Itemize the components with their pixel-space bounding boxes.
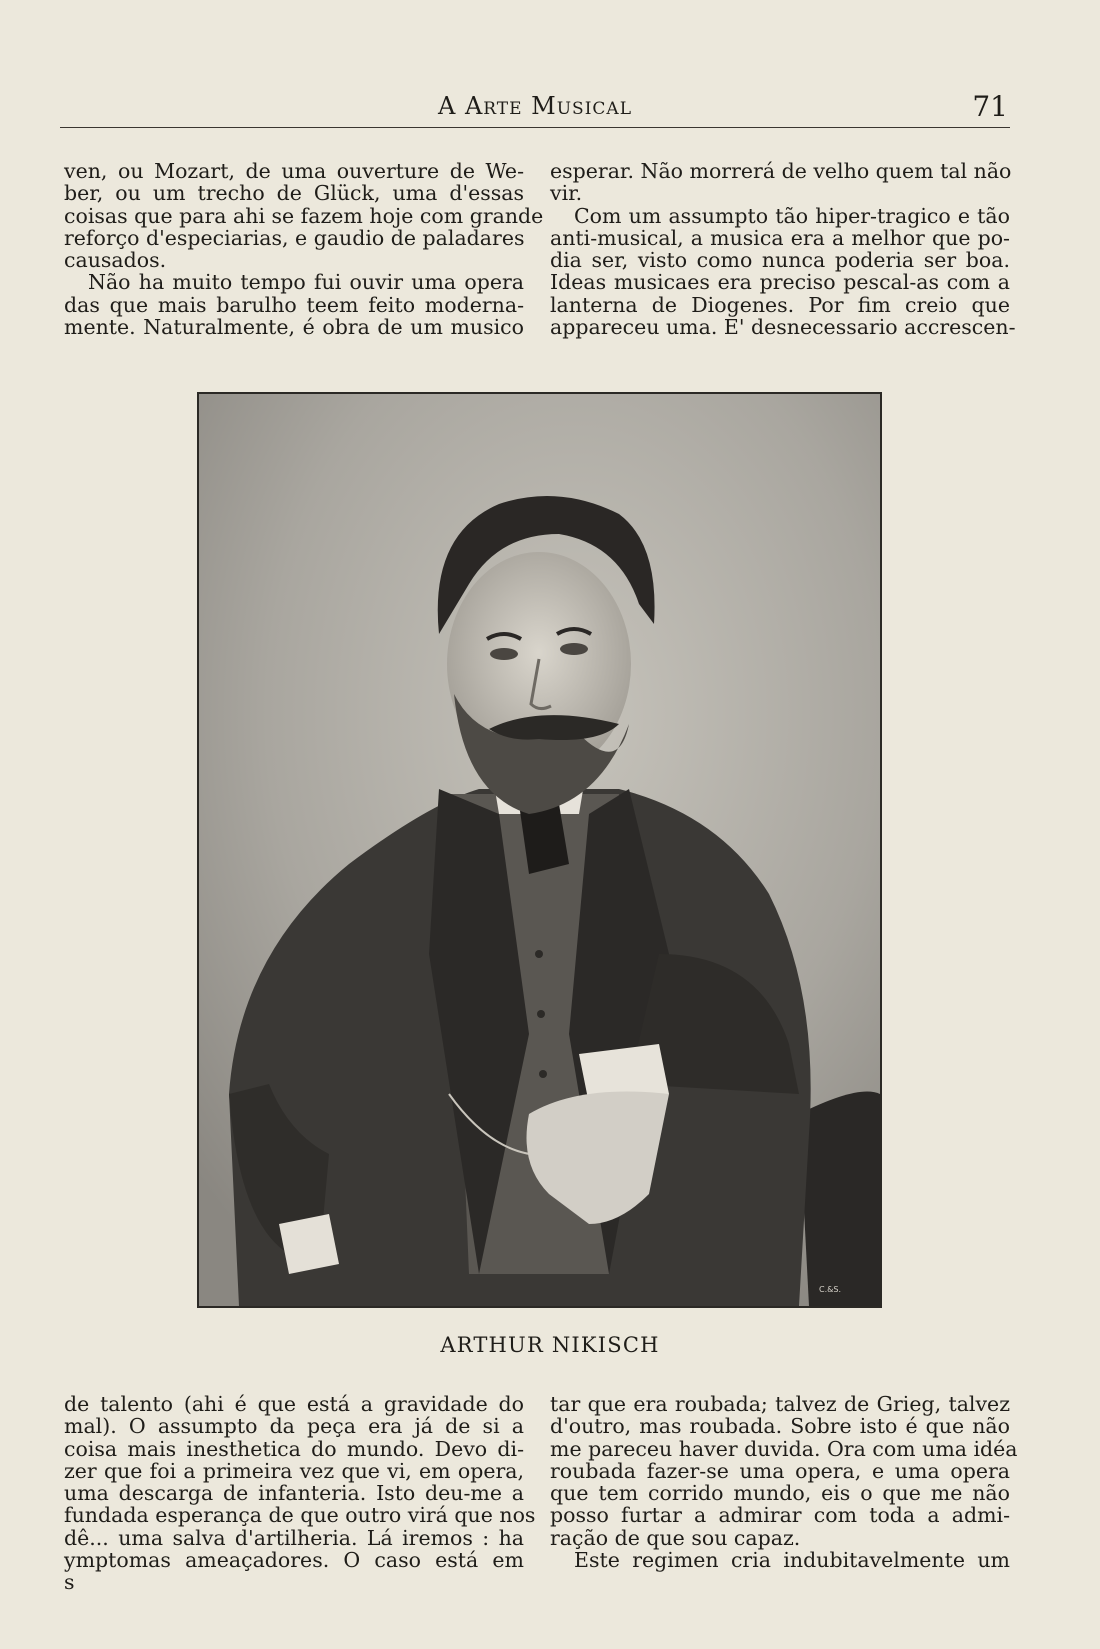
text-line: zer que foi a primeira vez que vi, em opera, <box>64 1458 524 1483</box>
text-line: Não ha muito tempo fui ouvir uma opera <box>88 270 524 295</box>
text-line: Com um assumpto tão hiper-tragico e tão <box>574 203 1010 228</box>
text-line: coisa mais inesthetica do mundo. Devo di- <box>64 1436 524 1461</box>
text-column-top-left <box>64 159 544 340</box>
text-line: posso furtar a admirar com toda a admi- <box>550 1503 1010 1528</box>
text-line: ber, ou um trecho de Glück, uma d'essas <box>64 181 524 206</box>
text-line: ração de que sou capaz. <box>550 1525 801 1550</box>
text-line: uma descarga de infanteria. Isto deu-me a <box>64 1481 524 1506</box>
text-line: Ideas musicaes era preciso pescal-as com a <box>550 270 1010 295</box>
text-column-bottom-left <box>64 1392 536 1595</box>
text-line: lanterna de Diogenes. Por fim creio que <box>550 292 1010 317</box>
text-line: de talento (ahi é que está a gravidade do <box>64 1392 524 1416</box>
text-line: s <box>64 1570 75 1595</box>
text-line: das que mais barulho teem feito moderna- <box>64 292 524 317</box>
page-number: 71 <box>972 90 1008 123</box>
text-line: d'outro, mas roubada. Sobre isto é que não <box>550 1414 1010 1439</box>
text-line: ven, ou Mozart, de uma ouverture de We- <box>64 159 524 183</box>
text-line: causados. <box>64 248 167 273</box>
text-line: roubada fazer-se uma opera, e uma opera <box>550 1458 1010 1483</box>
journal-title: A Arte Musical <box>437 92 632 120</box>
text-line: tar que era roubada; talvez de Grieg, talvez <box>550 1392 1010 1416</box>
text-line: ymptomas ameaçadores. O caso está em <box>64 1548 524 1573</box>
text-line: fundada esperança de que outro virá que nos <box>64 1503 536 1528</box>
text-line: coisas que para ahi se fazem hoje com grande <box>64 203 544 228</box>
text-line: dê... uma salva d'artilheria. Lá iremos : ha <box>64 1525 524 1550</box>
text-line: dia ser, visto como nunca poderia ser boa. <box>550 248 1010 273</box>
text-line: esperar. Não morrerá de velho quem tal não <box>550 159 1012 183</box>
page-header <box>60 88 1010 128</box>
text-column-top-right <box>550 159 1016 340</box>
text-line: Este regimen cria indubitavelmente um <box>574 1548 1010 1573</box>
portrait-illustration <box>199 394 880 1306</box>
text-line: vir. <box>550 181 583 206</box>
text-line: reforço d'especiarias, e gaudio de paladares <box>64 225 525 250</box>
svg-text:C.&S.: C.&S. <box>819 1285 841 1294</box>
text-line: anti-musical, a musica era a melhor que po- <box>550 225 1010 250</box>
portrait-photograph <box>197 392 882 1308</box>
text-line: mente. Naturalmente, é obra de um musico <box>64 315 524 340</box>
photo-caption: ARTHUR NIKISCH <box>440 1333 660 1357</box>
text-line: mal). O assumpto da peça era já de si a <box>64 1414 524 1439</box>
text-line: appareceu uma. E' desnecessario accrescen- <box>550 315 1016 340</box>
header-rule <box>60 127 1010 128</box>
text-column-bottom-right <box>550 1392 1018 1573</box>
text-line: me pareceu haver duvida. Ora com uma idéa <box>550 1436 1018 1461</box>
text-line: que tem corrido mundo, eis o que me não <box>550 1481 1010 1506</box>
